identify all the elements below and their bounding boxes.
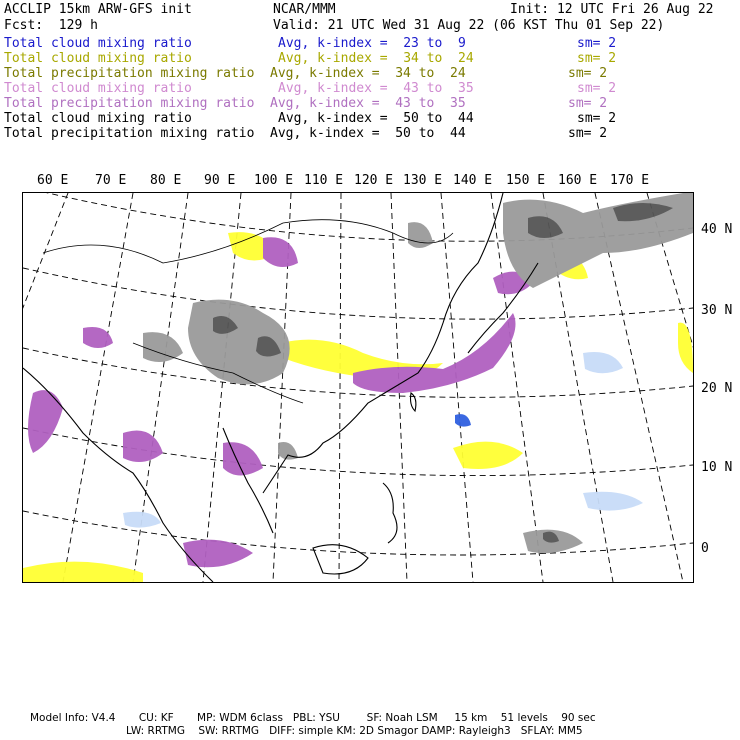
legend-avg: Avg, k-index = 34 to 24: [270, 66, 466, 81]
meridian-line: [23, 193, 68, 333]
longitude-label: 170 E: [610, 173, 650, 188]
legend-sm: sm= 2: [577, 111, 617, 126]
cloud-patch-gray: [143, 332, 183, 362]
field-name: Total precipitation mixing ratio: [4, 66, 255, 81]
legend-avg: Avg, k-index = 43 to 35: [278, 81, 474, 96]
longitude-label: 100 E: [254, 173, 294, 188]
field-name: Total cloud mixing ratio: [4, 51, 192, 66]
field-name: Total precipitation mixing ratio: [4, 126, 255, 141]
cloud-patch-blue: [455, 414, 471, 426]
meridian-line: [63, 193, 133, 582]
longitude-label: 150 E: [506, 173, 546, 188]
latitude-line-30n: [23, 268, 693, 319]
meridian-line: [339, 193, 341, 582]
legend-avg: Avg, k-index = 50 to 44: [278, 111, 474, 126]
valid-time: Valid: 21 UTC Wed 31 Aug 22 (06 KST Thu 01 Sep 22): [273, 18, 665, 33]
cloud-field-layer: [23, 193, 693, 582]
longitude-label: 130 E: [403, 173, 443, 188]
field-name: Total cloud mixing ratio: [4, 36, 192, 51]
legend-avg: Avg, k-index = 23 to 9: [278, 36, 466, 51]
cloud-patch-purple: [263, 237, 298, 267]
legend-sm: sm= 2: [577, 81, 617, 96]
map-panel: [22, 192, 694, 583]
legend-row: [4, 66, 254, 81]
map-canvas: [23, 193, 693, 582]
cloud-patch-yellow: [23, 562, 143, 582]
longitude-label: 120 E: [354, 173, 394, 188]
cloud-patch-purple: [83, 327, 113, 348]
cloud-patch-purple: [28, 390, 63, 453]
longitude-label: 80 E: [150, 173, 182, 188]
legend-row: [4, 51, 192, 66]
legend-avg: Avg, k-index = 50 to 44: [270, 126, 466, 141]
cloud-patch-blue: [583, 352, 623, 373]
island-borneo: [313, 545, 368, 574]
field-name: Total precipitation mixing ratio: [4, 96, 255, 111]
forecast-hour: Fcst: 129 h: [4, 18, 98, 33]
island-philippines: [383, 483, 397, 543]
longitude-label: 160 E: [558, 173, 598, 188]
latitude-line-0: [23, 511, 693, 555]
latitude-label: 10 N: [701, 460, 733, 475]
legend-avg: Avg, k-index = 34 to 24: [278, 51, 474, 66]
legend-sm: sm= 2: [568, 66, 608, 81]
island-taiwan: [411, 393, 416, 411]
cloud-patch-yellow: [453, 442, 523, 469]
legend-sm: sm= 2: [577, 51, 617, 66]
latitude-label: 30 N: [701, 303, 733, 318]
longitude-label: 90 E: [204, 173, 236, 188]
cloud-patch-yellow: [678, 323, 693, 373]
field-name: Total cloud mixing ratio: [4, 111, 192, 126]
latitude-label: 0: [701, 541, 709, 556]
longitude-label: 140 E: [453, 173, 493, 188]
longitude-label: 60 E: [37, 173, 69, 188]
cloud-patch-purple: [123, 431, 163, 463]
legend-sm: sm= 2: [568, 96, 608, 111]
legend-row: [4, 96, 254, 111]
longitude-label: 70 E: [95, 173, 127, 188]
cloud-patch-blue: [123, 512, 161, 528]
meridian-line: [441, 193, 473, 582]
init-time: Init: 12 UTC Fri 26 Aug 22: [510, 2, 714, 17]
field-name: Total cloud mixing ratio: [4, 81, 192, 96]
legend-row: [4, 36, 192, 51]
legend-sm: sm= 2: [568, 126, 608, 141]
legend-sm: sm= 2: [577, 36, 617, 51]
plot-title: ACCLIP 15km ARW-GFS init: [4, 2, 192, 17]
legend-row: [4, 126, 254, 141]
cloud-patch-gray: [408, 222, 433, 248]
model-info-line1: Model Info: V4.4 CU: KF MP: WDM 6class PBL: YSU SF: Noah LSM 15 km 51 levels 90 sec: [30, 712, 596, 724]
legend-row: [4, 111, 192, 126]
legend-row: [4, 81, 192, 96]
cloud-patch-blue: [583, 492, 643, 511]
latitude-label: 40 N: [701, 222, 733, 237]
cloud-patch-purple: [223, 442, 263, 475]
longitude-label: 110 E: [304, 173, 344, 188]
model-info-line2: LW: RRTMG SW: RRTMG DIFF: simple KM: 2D Smagor DAMP: Rayleigh3 SFLAY: MM5: [126, 725, 583, 737]
legend-avg: Avg, k-index = 43 to 35: [270, 96, 466, 111]
latitude-label: 20 N: [701, 381, 733, 396]
org-label: NCAR/MMM: [273, 2, 336, 17]
